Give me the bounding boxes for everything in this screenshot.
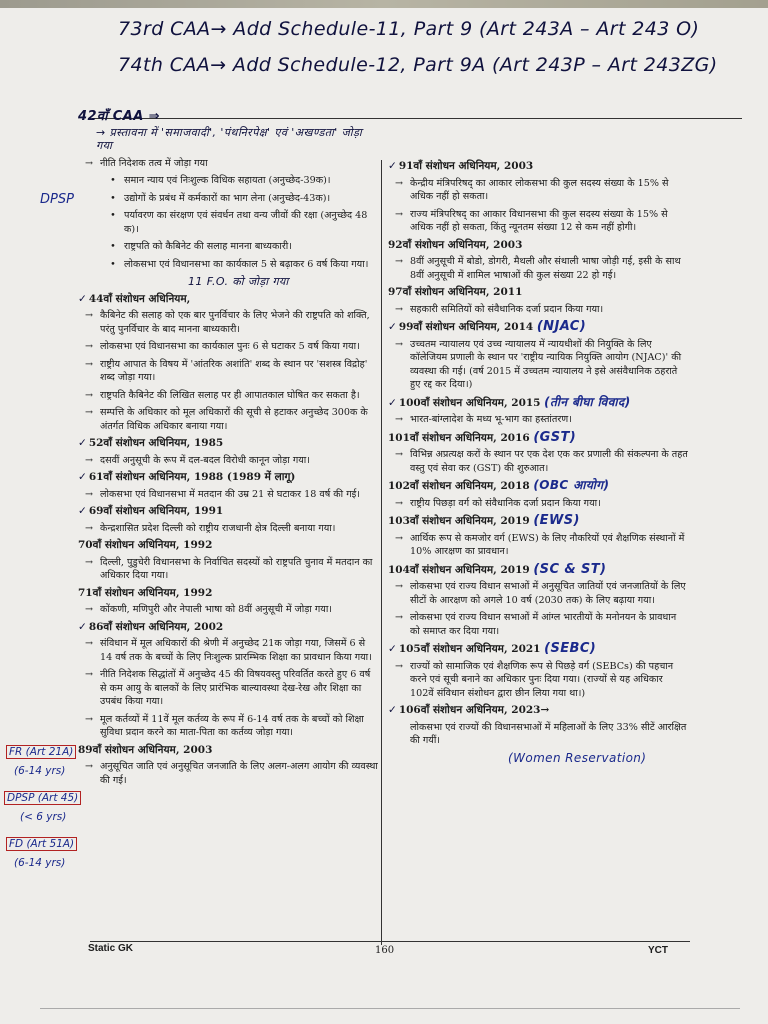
section-99-title: ✓ 99वाँ संशोधन अधिनियम, 2014 (NJAC)	[388, 320, 688, 335]
page-bottom-line	[40, 1008, 740, 1009]
dpsp-group	[102, 174, 378, 236]
left-column	[78, 110, 378, 791]
column-divider	[381, 160, 382, 945]
list-item: • लोकसभा एवं विधानसभा का कार्यकाल 5 से बढ़ाकर 6 वर्ष किया गया।	[110, 258, 369, 270]
list-item: → लोकसभा एवं राज्य विधान सभाओं में अनुसूचित जातियों एवं जनजातियों के लिए सीटों के आरक्षण को अगले 10 वर्ष (2030 तक) के लिए बढ़ाया गया।	[394, 581, 686, 606]
section-92-title: 92वाँ संशोधन अधिनियम, 2003	[388, 238, 523, 251]
gst-note: (GST)	[533, 429, 577, 445]
footer-publisher: YCT	[648, 945, 668, 956]
njac-note: (NJAC)	[536, 319, 587, 334]
list-item: → दसवीं अनुसूची के रूप में दल-बदल विरोधी कानून जोड़ा गया।	[84, 454, 310, 466]
footer-book-title: Static GK	[88, 943, 134, 954]
teen-bigha-note: (तीन बीघा विवाद)	[544, 394, 631, 409]
list-item: → राष्ट्रीय पिछड़ा वर्ग को संवैधानिक दर्जा प्रदान किया गया।	[394, 497, 601, 509]
list-item: → केन्द्रीय मंत्रिपरिषद् का आकार लोकसभा की कुल सदस्य संख्या के 15% से अधिक नहीं हो सकता।	[394, 177, 669, 202]
fr-box: FR (Art 21A)	[6, 745, 76, 759]
section-104-title: 104वाँ संशोधन अधिनियम, 2019 (SC & ST)	[388, 561, 607, 577]
right-column	[388, 156, 688, 765]
header-line-74th-caa: 74th CAA→ Add Schedule-12, Part 9A (Art 243P – Art 243ZG)	[118, 54, 718, 76]
sc-st-note: (SC & ST)	[533, 561, 607, 577]
top-edge	[0, 0, 768, 8]
section-42-preamble-note: → प्रस्तावना में 'समाजवादी', 'पंथनिरपेक्ष' एवं 'अखण्डता' जोड़ा गया	[96, 125, 363, 152]
section-69-title: ✓ 69वाँ संशोधन अधिनियम, 1991	[78, 505, 378, 519]
section-61-title: ✓ 61वाँ संशोधन अधिनियम, 1988 (1989 में लागू)	[78, 471, 378, 485]
list-item: → कोंकणी, मणिपुरी और नेपाली भाषा को 8वीं अनुसूची में जोड़ा गया।	[84, 604, 332, 615]
section-101-title: 101वाँ संशोधन अधिनियम, 2016 (GST)	[388, 429, 577, 445]
list-item: → राष्ट्रपति कैबिनेट की लिखित सलाह पर ही आपातकाल घोषित कर सकता है।	[84, 389, 360, 401]
section-106-title: ✓ 106वाँ संशोधन अधिनियम, 2023→	[388, 704, 688, 718]
page-number: 160	[375, 945, 395, 956]
list-item: → लोकसभा एवं राज्य विधान सभाओं में आंग्ल भारतीयों के मनोनयन के प्रावधान को समाप्त कर दिया गया।	[394, 612, 677, 637]
list-item: • राष्ट्रपति को कैबिनेट की सलाह मानना बाध्यकारी।	[110, 241, 292, 252]
list-item: • समान न्याय एवं निःशुल्क विधिक सहायता (अनुच्छेद-39क)।	[110, 175, 331, 186]
dpsp-margin-label: DPSP	[40, 192, 74, 207]
list-item: → राष्ट्रीय आपात के विषय में 'आंतरिक अशांति' शब्द के स्थान पर 'सशस्त्र विद्रोह' शब्द जोड़ा गया।	[84, 358, 368, 383]
fd-age-label: (6-14 yrs)	[14, 857, 66, 869]
list-item: → दिल्ली, पुडुचेरी विधानसभा के निर्वाचित सदस्यों को राष्ट्रपति चुनाव में मतदान का अधिकार दिया गया।	[84, 556, 373, 581]
list-item: → मूल कर्तव्यों में 11वें मूल कर्तव्य के रूप में 6-14 वर्ष तक के बच्चों को शिक्षा सुविधा प्रदान करने का माता-पिता का कर्तव्य जोड़ा गया।	[84, 713, 364, 738]
list-item: → सहकारी समितियों को संवैधानिक दर्जा प्रदान किया गया।	[394, 303, 604, 315]
section-103-title: 103वाँ संशोधन अधिनियम, 2019 (EWS)	[388, 513, 580, 528]
list-item: → भारत-बांग्लादेश के मध्य भू-भाग का हस्तांतरण।	[394, 414, 572, 425]
obc-note: (OBC आयोग)	[533, 478, 610, 492]
section-102-title: 102वाँ संशोधन अधिनियम, 2018 (OBC आयोग)	[388, 478, 610, 492]
section-52-title: ✓ 52वाँ संशोधन अधिनियम, 1985	[78, 437, 378, 451]
section-100-title: ✓ 100वाँ संशोधन अधिनियम, 2015 (तीन बीघा विवाद)	[388, 396, 688, 411]
list-item: → नीति निदेशक सिद्धांतों में अनुच्छेद 45 की विषयवस्तु परिवर्तित करते हुए 6 वर्ष से कम आयु के बालकों के लिए प्रारंभिक बाल्यावस्था देख-रेख और शिक्षा का उपबंध किया गया।	[84, 669, 371, 707]
section-70-title: 70वाँ संशोधन अधिनियम, 1992	[78, 539, 213, 551]
section-44-title: ✓ 44वाँ संशोधन अधिनियम,	[78, 293, 378, 307]
list-item: → उच्चतम न्यायालय एवं उच्च न्यायालय में न्यायधीशों की नियुक्ति के लिए कॉलेजियम प्रणाली के स्थान पर 'राष्ट्रीय न्यायिक नियुक्ति आयोग (NJAC)' की व्यवस्था की गई। (वर्ष 2015 में उच्चतम न्यायालय ने इसे असंवैधानिक ठहराते हुए रद्द कर दिया।)	[394, 338, 682, 390]
dpsp-box: DPSP (Art 45)	[4, 791, 81, 805]
list-item: → लोकसभा एवं विधानसभा का कार्यकाल पुनः 6 से घटाकर 5 वर्ष किया गया।	[84, 341, 360, 352]
header-line-73rd-caa: 73rd CAA→ Add Schedule-11, Part 9 (Art 243A – Art 243 O)	[118, 18, 700, 40]
list-item: → सम्पत्ति के अधिकार को मूल अधिकारों की सूची से हटाकर अनुच्छेद 300क के अंतर्गत विधिक अधिकार बनाया गया।	[84, 407, 368, 432]
section-97-title: 97वाँ संशोधन अधिनियम, 2011	[388, 286, 523, 298]
section-105-title: ✓ 105वाँ संशोधन अधिनियम, 2021 (SEBC)	[388, 642, 688, 657]
ews-note: (EWS)	[533, 513, 580, 528]
fr-age-label: (6-14 yrs)	[14, 765, 66, 777]
sebc-note: (SEBC)	[544, 641, 597, 656]
list-item: → राज्यों को सामाजिक एवं शैक्षणिक रूप से पिछड़े वर्ग (SEBCs) की पहचान करने एवं सूची बनाने का अधिकार पुनः दिया गया। (राज्यों से यह अधिकार 102वें संविधान संशोधन द्वारा छीन लिया गया था।)	[394, 660, 674, 699]
footer-divider	[90, 941, 690, 942]
list-item: → लोकसभा एवं विधानसभा में मतदान की उम्र 21 से घटाकर 18 वर्ष की गई।	[84, 488, 360, 500]
list-item: → आर्थिक रूप से कमजोर वर्ग (EWS) के लिए नौकरियों एवं शैक्षणिक संस्थानों में 10% आरक्षण का प्रावधान।	[394, 532, 685, 557]
list-item: → अनुसूचित जाति एवं अनुसूचित जनजाति के लिए अलग-अलग आयोग की व्यवस्था की गई।	[84, 761, 378, 786]
fundamental-duties-note: 11 F.O. को जोड़ा गया	[188, 275, 289, 288]
fr-margin-label	[6, 746, 76, 758]
section-42-title: 42वाँ CAA ⇒	[78, 109, 160, 124]
section-42-more	[102, 240, 378, 271]
dpsp-art45-label	[4, 792, 81, 804]
list-item: • उद्योगों के प्रबंध में कर्मकारों का भाग लेना (अनुच्छेद-43क)।	[110, 192, 331, 204]
section-71-title: 71वाँ संशोधन अधिनियम, 1992	[78, 586, 213, 599]
fd-box: FD (Art 51A)	[6, 837, 77, 851]
list-item: → संविधान में मूल अधिकारों की श्रेणी में अनुच्छेद 21क जोड़ा गया, जिसमें 6 से 14 वर्ष तक के बच्चों के लिए निःशुल्क प्रारम्भिक शिक्षा का प्रावधान किया गया।	[84, 638, 372, 663]
women-reservation-note: (Women Reservation)	[508, 750, 647, 765]
fd-margin-label	[6, 838, 77, 850]
list-item: → नीति निदेशक तत्व में जोड़ा गया	[84, 157, 208, 169]
list-item: → विभिन्न अप्रत्यक्ष करों के स्थान पर एक देश एक कर प्रणाली की संकल्पना के तहत वस्तु एवं सेवा कर (GST) की शुरुआत।	[394, 449, 688, 474]
list-item: → 8वीं अनुसूची में बोडो, डोगरी, मैथली और संथाली भाषा जोड़ी गई, इसी के साथ 8वीं अनुसूची में शामिल भाषाओं की कुल संख्या 22 हो गई।	[394, 256, 681, 281]
section-89-title: 89वाँ संशोधन अधिनियम, 2003	[78, 743, 213, 756]
section-91-title: ✓ 91वाँ संशोधन अधिनियम, 2003	[388, 160, 688, 174]
dpsp-age-label: (< 6 yrs)	[20, 811, 67, 823]
list-item: • पर्यावरण का संरक्षण एवं संवर्धन तथा वन्य जीवों की रक्षा (अनुच्छेद 48 क)।	[110, 210, 368, 235]
section-86-title: ✓ 86वाँ संशोधन अधिनियम, 2002	[78, 621, 378, 635]
list-item: → केन्द्रशासित प्रदेश दिल्ली को राष्ट्रीय राजधानी क्षेत्र दिल्ली बनाया गया।	[84, 522, 336, 534]
list-item: → कैबिनेट की सलाह को एक बार पुनर्विचार के लिए भेजने की राष्ट्रपति को शक्ति, परंतु पुनर्विचार के बाद मानना बाध्यकारी।	[84, 310, 370, 335]
list-item: लोकसभा एवं राज्यों की विधानसभाओं में महिलाओं के लिए 33% सीटें आरक्षित की गयीं।	[410, 721, 687, 746]
list-item: → राज्य मंत्रिपरिषद् का आकार विधानसभा की कुल सदस्य संख्या के 15% से अधिक नहीं हो सकता, किंतु न्यूनतम संख्या 12 से कम नहीं होगी।	[394, 208, 668, 233]
